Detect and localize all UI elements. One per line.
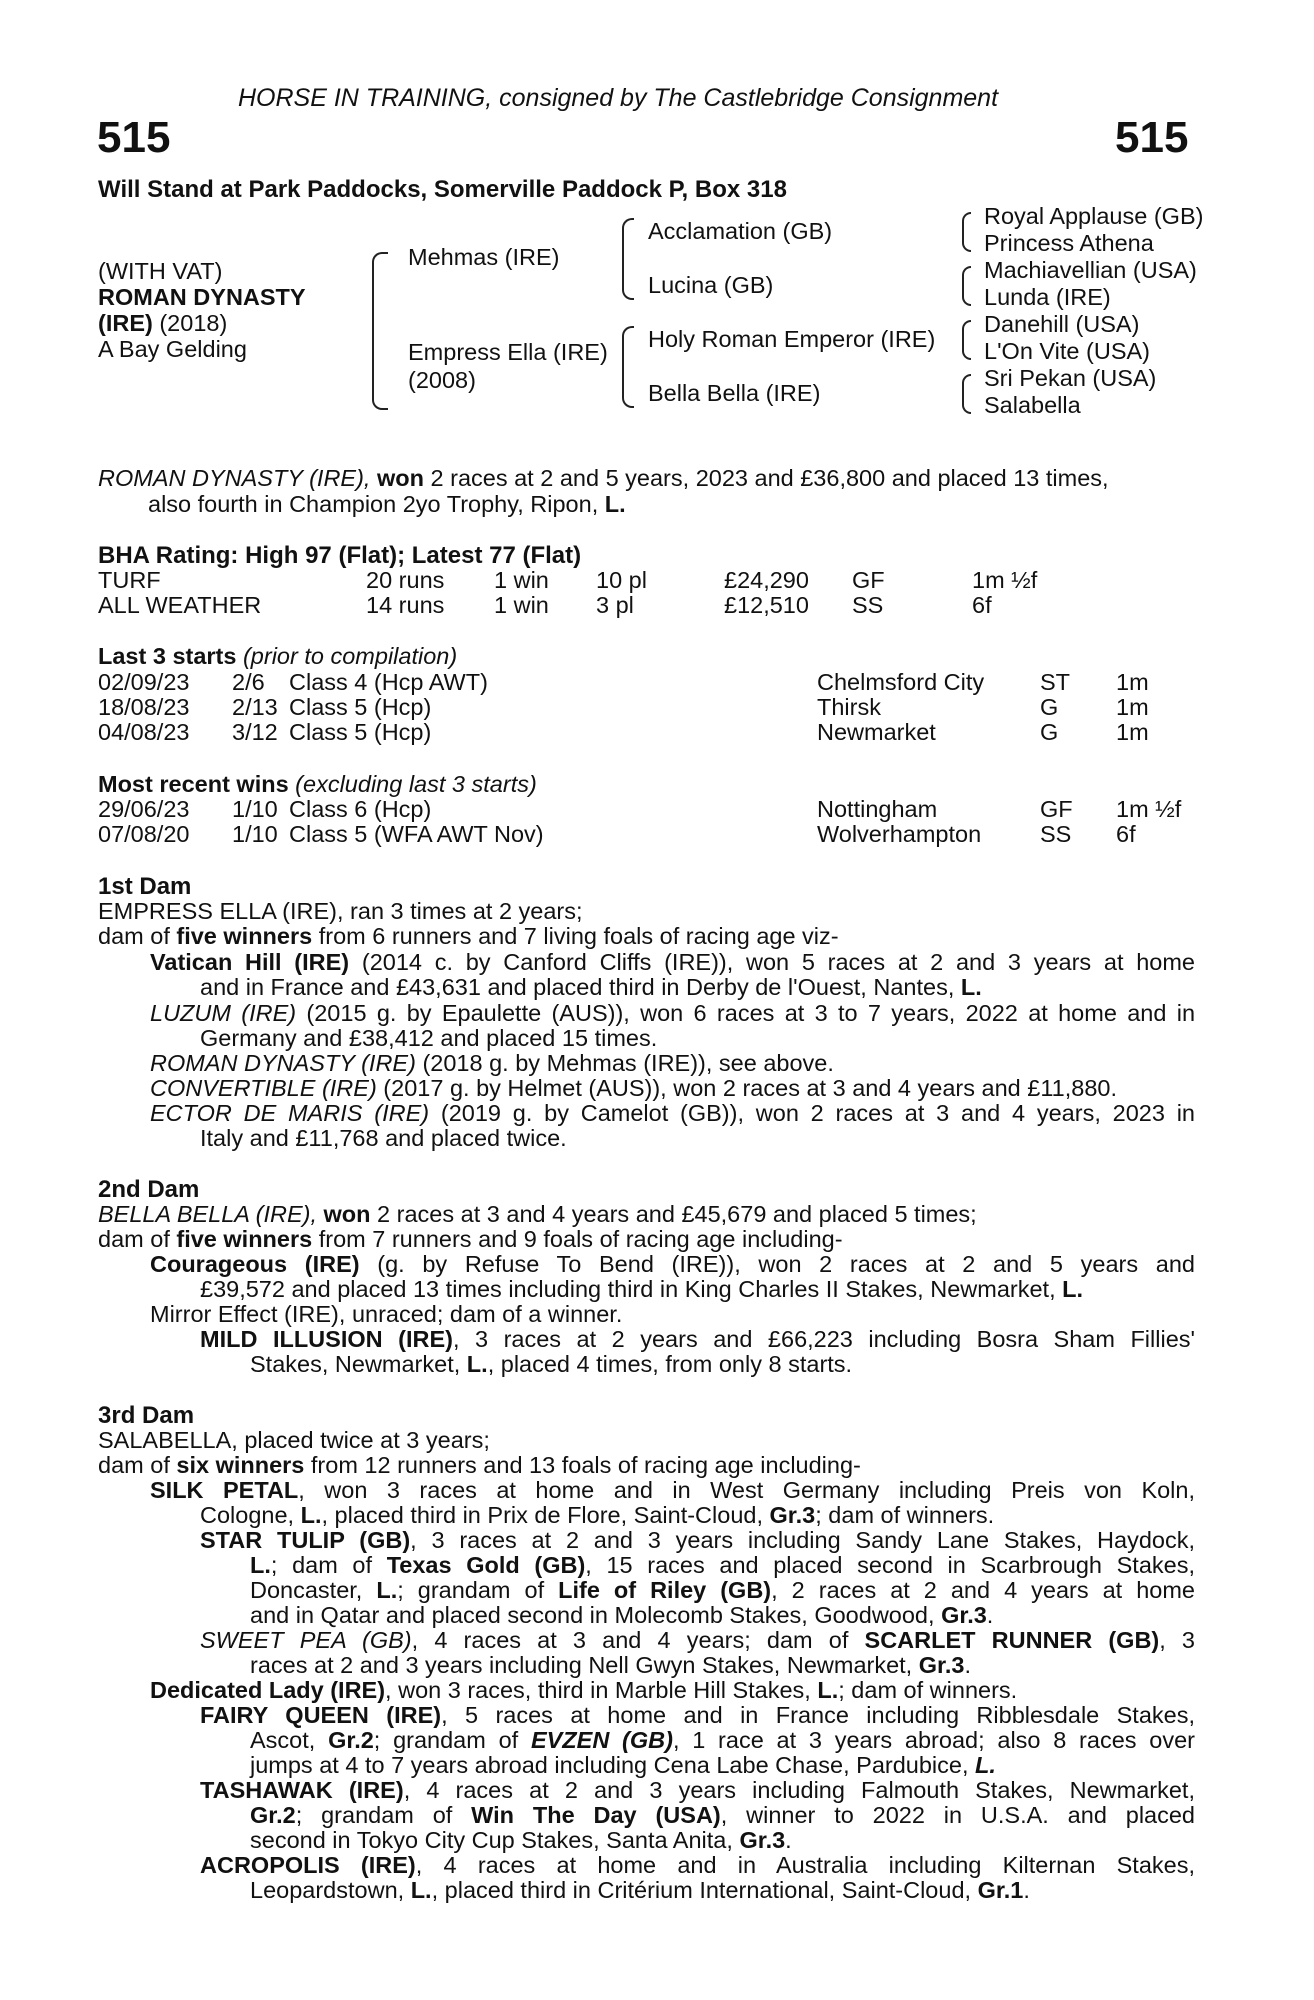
progeny-name: STAR TULIP (GB) bbox=[200, 1527, 411, 1553]
rating-runs: 20 runs bbox=[366, 567, 445, 593]
dam1-line1: EMPRESS ELLA (IRE), ran 3 times at 2 years; bbox=[98, 898, 583, 924]
recent-wins-title: Most recent wins bbox=[98, 771, 289, 797]
dam3-heading: 3rd Dam bbox=[98, 1402, 195, 1429]
progeny-name: TASHAWAK (IRE) bbox=[200, 1777, 404, 1803]
start-going: G bbox=[1040, 719, 1059, 745]
text: , won 3 races, third in Marble Hill Stakes, bbox=[385, 1677, 818, 1703]
pedigree-g6: L'On Vite (USA) bbox=[984, 338, 1151, 364]
lot-number-left: 515 bbox=[97, 113, 171, 162]
start-dist: 6f bbox=[1116, 821, 1136, 847]
dam3-star-tulip-l3 bbox=[250, 1578, 1195, 1603]
last-starts-title: Last 3 starts bbox=[98, 643, 237, 669]
text: from 7 runners and 9 foals of racing age including- bbox=[312, 1226, 843, 1252]
dam3-acropolis-l1 bbox=[200, 1853, 1195, 1878]
dam1-progeny-luzum-l2: Germany and £38,412 and placed 15 times. bbox=[200, 1025, 658, 1051]
dam3-fairy-queen-l1 bbox=[200, 1703, 1195, 1728]
rating-surface: TURF bbox=[98, 567, 161, 593]
text: from 12 runners and 13 foals of racing age including- bbox=[304, 1452, 861, 1478]
text: , 1 race at 3 years abroad; also 8 races over bbox=[672, 1727, 1195, 1753]
text: (2015 g. by Epaulette (AUS)), won 6 races at 3 to 7 years, 2022 at home and in bbox=[296, 1000, 1196, 1026]
start-course: Nottingham bbox=[817, 796, 938, 822]
text: ; grandam of bbox=[397, 1577, 559, 1603]
dam1-progeny-vatican-l1 bbox=[150, 950, 1195, 975]
pedigree-brace-g4 bbox=[962, 374, 971, 414]
dam2-won: won bbox=[317, 1201, 371, 1227]
dam1-progeny-ector-l1 bbox=[150, 1101, 1195, 1126]
rating-placed: 10 pl bbox=[596, 567, 647, 593]
horse-description: A Bay Gelding bbox=[98, 336, 247, 362]
horse-origin-year bbox=[98, 311, 227, 336]
text: , 4 races at home and in Australia including Kilternan Stakes, bbox=[415, 1852, 1195, 1878]
text: jumps at 4 to 7 years abroad including Cena Labe Chase, Pardubice, bbox=[250, 1752, 976, 1778]
text: , 4 races at 2 and 3 years including Falmouth Stakes, Newmarket, bbox=[403, 1777, 1195, 1803]
text: dam of bbox=[98, 1226, 177, 1252]
text: (2017 g. by Helmet (AUS)), won 2 races at 3 and 4 years and £11,880. bbox=[376, 1075, 1117, 1101]
race-summary-line1 bbox=[98, 466, 1109, 491]
dam2-heading: 2nd Dam bbox=[98, 1176, 200, 1203]
progeny-name: FAIRY QUEEN (IRE) bbox=[200, 1702, 442, 1728]
text: ; dam of winners. bbox=[815, 1502, 995, 1528]
pedigree-dam-sire: Holy Roman Emperor (IRE) bbox=[648, 326, 936, 352]
start-pos: 1/10 bbox=[232, 821, 278, 847]
start-course: Newmarket bbox=[817, 719, 936, 745]
pedigree-sire: Mehmas (IRE) bbox=[408, 244, 560, 270]
page-header-title: HORSE IN TRAINING, consigned by The Castlebridge Consignment bbox=[238, 84, 999, 112]
progeny-name: ACROPOLIS (IRE) bbox=[200, 1852, 416, 1878]
dam3-tashawak-l3 bbox=[250, 1828, 792, 1853]
pedigree-g1: Royal Applause (GB) bbox=[984, 203, 1204, 229]
start-pos: 1/10 bbox=[232, 796, 278, 822]
listed-mark: L. bbox=[960, 974, 982, 1000]
pedigree-g8: Salabella bbox=[984, 392, 1081, 418]
dam1-line2 bbox=[98, 924, 839, 949]
race-summary-line2 bbox=[148, 492, 626, 517]
progeny-name: Texas Gold (GB) bbox=[386, 1552, 586, 1578]
text: (2018 g. by Mehmas (IRE)), see above. bbox=[415, 1050, 834, 1076]
start-cls: Class 5 (Hcp) bbox=[289, 719, 432, 745]
text: Leopardstown, bbox=[250, 1877, 411, 1903]
pedigree-brace-sire bbox=[622, 218, 634, 300]
dam3-star-tulip-l2 bbox=[250, 1553, 1195, 1578]
listed-mark: L. bbox=[1062, 1276, 1084, 1302]
dam3-fairy-queen-l3 bbox=[250, 1753, 996, 1778]
dam3-fairy-queen-l2 bbox=[250, 1728, 1195, 1753]
text: , 3 races at 2 years and £66,223 including Bosra Sham Fillies' bbox=[452, 1326, 1195, 1352]
summary-won: won bbox=[376, 465, 424, 491]
start-date: 07/08/20 bbox=[98, 821, 190, 847]
text: Ascot, bbox=[250, 1727, 329, 1753]
dam2-line1 bbox=[98, 1202, 977, 1227]
start-pos: 3/12 bbox=[232, 719, 278, 745]
text: , won 3 races at home and in West Germany including Preis von Koln, bbox=[298, 1477, 1196, 1503]
dam3-line1: SALABELLA, placed twice at 3 years; bbox=[98, 1427, 490, 1453]
text: , 2 races at 2 and 4 years at home bbox=[771, 1577, 1195, 1603]
start-going: SS bbox=[1040, 821, 1072, 847]
listed-mark: L. bbox=[466, 1351, 488, 1377]
listed-mark: L. bbox=[376, 1577, 398, 1603]
text: dam of bbox=[98, 1452, 177, 1478]
progeny-name: ECTOR DE MARIS (IRE) bbox=[150, 1100, 430, 1126]
listed-mark: L. bbox=[300, 1502, 322, 1528]
text: second in Tokyo City Cup Stakes, Santa Anita, bbox=[250, 1827, 740, 1853]
start-pos: 2/13 bbox=[232, 694, 278, 720]
progeny-name: EVZEN (GB) bbox=[530, 1727, 673, 1753]
text: (g. by Refuse To Bend (IRE)), won 2 races at 2 and 5 years and bbox=[359, 1251, 1195, 1277]
start-dist: 1m bbox=[1116, 694, 1149, 720]
dam3-acropolis-l2 bbox=[250, 1878, 1030, 1903]
summary-horse-name: ROMAN DYNASTY (IRE), bbox=[98, 465, 371, 491]
dam2-winners: five winners bbox=[176, 1226, 313, 1252]
rating-runs: 14 runs bbox=[366, 592, 445, 618]
text: and in France and £43,631 and placed third in Derby de l'Ouest, Nantes, bbox=[200, 974, 961, 1000]
text: (2014 c. by Canford Cliffs (IRE)), won 5 races at 2 and 3 years at home bbox=[349, 949, 1195, 975]
text: and in Qatar and placed second in Molecomb Stakes, Goodwood, bbox=[250, 1602, 942, 1628]
dam1-winners: five winners bbox=[176, 923, 313, 949]
dam3-silk-petal-l2 bbox=[200, 1503, 994, 1528]
rating-distance: 6f bbox=[972, 592, 992, 618]
pedigree-brace-main bbox=[372, 252, 388, 410]
text: Doncaster, bbox=[250, 1577, 377, 1603]
dam2-line2 bbox=[98, 1227, 843, 1252]
dam1-progeny-convertible bbox=[150, 1076, 1117, 1101]
dam2-mild-illusion-l1 bbox=[200, 1327, 1195, 1352]
text: , 3 bbox=[1159, 1627, 1196, 1653]
dam1-progeny-roman bbox=[150, 1051, 834, 1076]
start-course: Chelmsford City bbox=[817, 669, 985, 695]
listed-mark: L. bbox=[250, 1552, 271, 1578]
pedigree-brace-dam bbox=[622, 326, 634, 408]
text: ; dam of bbox=[270, 1552, 387, 1578]
text: ; dam of winners. bbox=[838, 1677, 1018, 1703]
text: . bbox=[986, 1602, 994, 1628]
pedigree-dam-year: (2008) bbox=[408, 367, 476, 393]
dam2-mirror-effect: Mirror Effect (IRE), unraced; dam of a winner. bbox=[150, 1301, 623, 1327]
listed-mark: L. bbox=[975, 1752, 996, 1778]
recent-wins-heading bbox=[98, 772, 537, 797]
start-going: ST bbox=[1040, 669, 1071, 695]
progeny-name: ROMAN DYNASTY (IRE) bbox=[150, 1050, 416, 1076]
rating-distance: 1m ½f bbox=[972, 567, 1038, 593]
pedigree-g7: Sri Pekan (USA) bbox=[984, 365, 1157, 391]
text: , placed 4 times, from only 8 starts. bbox=[487, 1351, 853, 1377]
pedigree-g2: Princess Athena bbox=[984, 230, 1154, 256]
text: ; grandam of bbox=[295, 1802, 472, 1828]
start-date: 29/06/23 bbox=[98, 796, 190, 822]
start-going: GF bbox=[1040, 796, 1073, 822]
start-cls: Class 5 (WFA AWT Nov) bbox=[289, 821, 544, 847]
pedigree-sire-sire: Acclamation (GB) bbox=[648, 218, 833, 244]
pedigree-brace-g2 bbox=[962, 266, 971, 306]
summary-record: 2 races at 2 and 5 years, 2023 and £36,800 and placed 13 times, bbox=[423, 465, 1109, 491]
start-date: 02/09/23 bbox=[98, 669, 190, 695]
listed-mark: L. bbox=[817, 1677, 839, 1703]
dam2-courageous-l2 bbox=[200, 1277, 1083, 1302]
rating-earnings: £24,290 bbox=[724, 567, 809, 593]
lot-number-right: 515 bbox=[1115, 113, 1189, 162]
dam3-tashawak-l1 bbox=[200, 1778, 1195, 1803]
pedigree-dam: Empress Ella (IRE) bbox=[408, 339, 608, 365]
text: , placed third in Critérium International, Saint-Cloud, bbox=[431, 1877, 978, 1903]
group-mark: Gr.2 bbox=[328, 1727, 374, 1753]
text: , 5 races at home and in France including Ribblesdale Stakes, bbox=[441, 1702, 1195, 1728]
progeny-name: Courageous (IRE) bbox=[150, 1251, 360, 1277]
listed-mark: L. bbox=[410, 1877, 432, 1903]
text: from 6 runners and 7 living foals of racing age viz- bbox=[312, 923, 839, 949]
rating-going: GF bbox=[852, 567, 885, 593]
dam2-courageous-l1 bbox=[150, 1252, 1195, 1277]
dam3-line2 bbox=[98, 1453, 861, 1478]
start-cls: Class 5 (Hcp) bbox=[289, 694, 432, 720]
rating-surface: ALL WEATHER bbox=[98, 592, 262, 618]
text: , winner to 2022 in U.S.A. and placed bbox=[720, 1802, 1195, 1828]
pedigree-brace-g3 bbox=[962, 320, 971, 360]
text: , placed third in Prix de Flore, Saint-Cloud, bbox=[321, 1502, 770, 1528]
rating-wins: 1 win bbox=[494, 592, 549, 618]
progeny-name: Life of Riley (GB) bbox=[558, 1577, 772, 1603]
horse-year: (2018) bbox=[152, 310, 228, 336]
dam3-winners: six winners bbox=[176, 1452, 305, 1478]
text: . bbox=[964, 1652, 972, 1678]
dam3-dedicated-lady bbox=[150, 1678, 1017, 1703]
rating-earnings: £12,510 bbox=[724, 592, 809, 618]
start-dist: 1m bbox=[1116, 719, 1149, 745]
text: £39,572 and placed 13 times including third in King Charles II Stakes, Newmarket, bbox=[200, 1276, 1063, 1302]
progeny-name: Vatican Hill (IRE) bbox=[150, 949, 350, 975]
dam3-star-tulip-l1 bbox=[200, 1528, 1195, 1553]
dam2-mild-illusion-l2 bbox=[250, 1352, 852, 1377]
progeny-name: SWEET PEA (GB) bbox=[200, 1627, 412, 1653]
start-going: G bbox=[1040, 694, 1059, 720]
text: races at 2 and 3 years including Nell Gwyn Stakes, Newmarket, bbox=[250, 1652, 919, 1678]
dam2-name: BELLA BELLA (IRE), bbox=[98, 1201, 317, 1227]
text: . bbox=[1023, 1877, 1030, 1903]
group-mark: Gr.3 bbox=[769, 1502, 816, 1528]
progeny-name: CONVERTIBLE (IRE) bbox=[150, 1075, 377, 1101]
pedigree-g3: Machiavellian (USA) bbox=[984, 257, 1197, 283]
start-course: Wolverhampton bbox=[817, 821, 982, 847]
horse-name: ROMAN DYNASTY bbox=[98, 284, 306, 310]
text: . bbox=[785, 1827, 792, 1853]
text: Stakes, Newmarket, bbox=[250, 1351, 467, 1377]
summary-fourth: also fourth in Champion 2yo Trophy, Ripon, bbox=[148, 491, 605, 517]
start-pos: 2/6 bbox=[232, 669, 265, 695]
dam3-sweet-pea-l1 bbox=[200, 1628, 1195, 1653]
group-mark: Gr.2 bbox=[250, 1802, 296, 1828]
start-dist: 1m bbox=[1116, 669, 1149, 695]
start-dist: 1m ½f bbox=[1116, 796, 1182, 822]
text: (2019 g. by Camelot (GB)), won 2 races at 3 and 4 years, 2023 in bbox=[429, 1100, 1195, 1126]
pedigree-g4: Lunda (IRE) bbox=[984, 284, 1111, 310]
text: Cologne, bbox=[200, 1502, 301, 1528]
dam3-silk-petal-l1 bbox=[150, 1478, 1195, 1503]
rating-going: SS bbox=[852, 592, 884, 618]
group-mark: Gr.3 bbox=[918, 1652, 965, 1678]
group-mark: Gr.3 bbox=[739, 1827, 786, 1853]
progeny-name: LUZUM (IRE) bbox=[150, 1000, 297, 1026]
rating-placed: 3 pl bbox=[596, 592, 634, 618]
progeny-name: SILK PETAL bbox=[150, 1477, 299, 1503]
summary-listed: L. bbox=[604, 491, 626, 517]
text: dam of bbox=[98, 923, 177, 949]
dam3-sweet-pea-l2 bbox=[250, 1653, 971, 1678]
text: 2 races at 3 and 4 years and £45,679 and placed 5 times; bbox=[370, 1201, 977, 1227]
dam1-heading: 1st Dam bbox=[98, 873, 192, 900]
stand-location: Will Stand at Park Paddocks, Somerville Paddock P, Box 318 bbox=[98, 176, 787, 203]
text: , 3 races at 2 and 3 years including Sandy Lane Stakes, Haydock, bbox=[410, 1527, 1195, 1553]
progeny-name: SCARLET RUNNER (GB) bbox=[864, 1627, 1160, 1653]
dam3-tashawak-l2 bbox=[250, 1803, 1195, 1828]
horse-origin: (IRE) bbox=[98, 310, 153, 336]
rating-wins: 1 win bbox=[494, 567, 549, 593]
group-mark: Gr.3 bbox=[941, 1602, 987, 1628]
start-cls: Class 4 (Hcp AWT) bbox=[289, 669, 488, 695]
pedigree-dam-dam: Bella Bella (IRE) bbox=[648, 380, 821, 406]
dam1-progeny-luzum-l1 bbox=[150, 1001, 1195, 1026]
vat-note: (WITH VAT) bbox=[98, 258, 223, 284]
start-cls: Class 6 (Hcp) bbox=[289, 796, 432, 822]
pedigree-sire-dam: Lucina (GB) bbox=[648, 272, 774, 298]
progeny-name: Dedicated Lady (IRE) bbox=[150, 1677, 386, 1703]
progeny-name: Win The Day (USA) bbox=[471, 1802, 721, 1828]
last-starts-heading bbox=[98, 644, 457, 669]
progeny-name: MILD ILLUSION (IRE) bbox=[200, 1326, 453, 1352]
group-mark: Gr.1 bbox=[977, 1877, 1024, 1903]
pedigree-g5: Danehill (USA) bbox=[984, 311, 1140, 337]
start-date: 04/08/23 bbox=[98, 719, 190, 745]
bha-rating-heading: BHA Rating: High 97 (Flat); Latest 77 (Flat) bbox=[98, 542, 582, 569]
text: , 15 races and placed second in Scarbrough Stakes, bbox=[585, 1552, 1195, 1578]
last-starts-sub: (prior to compilation) bbox=[236, 643, 458, 669]
start-date: 18/08/23 bbox=[98, 694, 190, 720]
start-course: Thirsk bbox=[817, 694, 881, 720]
dam1-progeny-vatican-l2 bbox=[200, 975, 982, 1000]
dam1-progeny-ector-l2: Italy and £11,768 and placed twice. bbox=[200, 1125, 567, 1151]
pedigree-brace-g1 bbox=[962, 212, 971, 252]
recent-wins-sub: (excluding last 3 starts) bbox=[288, 771, 537, 797]
dam3-star-tulip-l4 bbox=[250, 1603, 993, 1628]
text: , 4 races at 3 and 4 years; dam of bbox=[411, 1627, 865, 1653]
text: ; grandam of bbox=[373, 1727, 531, 1753]
